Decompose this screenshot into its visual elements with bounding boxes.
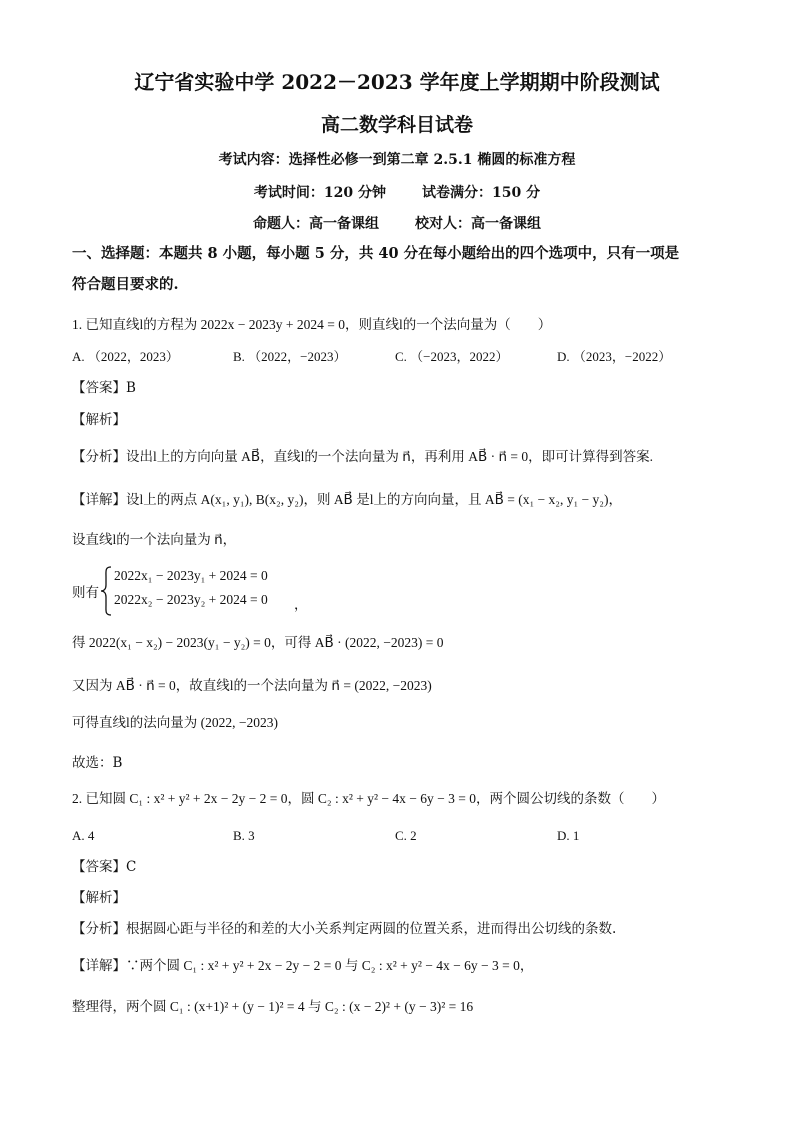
q2-answer: 【答案】C [72,859,137,875]
exam-score: 试卷满分：150 分 [422,185,541,201]
exam-authors [0,214,794,234]
q1-conclude: 可得直线l的法向量为 (2022, −2023) [72,715,278,730]
q2-analysis-label: 【解析】 [72,890,126,906]
q1-choose: 故选：B [72,755,123,771]
q2-simplify: 整理得，两个圆 C₁ : (x+1)² + (y − 1)² = 4 与 C₂ : (x − 2)² + (y − 3)² = 16 [72,999,474,1014]
q1-analysis-label: 【解析】 [72,412,126,428]
q1-derive: 得 2022(x₁ − x₂) − 2023(y₁ − y₂) = 0，可得 AB⃗ · (2022, −2023) = 0 [72,635,444,650]
q1-fenxi: 【分析】设出l上的方向向量 AB⃗，直线l的一个法向量为 n⃗，再利用 AB⃗ · n⃗ = 0，即可计算得到答案. [72,449,653,464]
q1-answer: 【答案】B [72,380,136,396]
exam-time-score [0,183,794,203]
q1-option-c: C. （−2023，2022） [395,349,509,364]
exam-title: 辽宁省实验中学 2022－2023 学年度上学期期中阶段测试 [134,70,660,94]
exam-author: 命题人：高一备课组 [253,216,379,232]
system-tail: ， [294,597,308,613]
q2-option-d: D. 1 [557,828,580,843]
q2-xiangjie: 【详解】∵两个圆 C₁ : x² + y² + 2x − 2y − 2 = 0 与 C₂ : x² + y² − 4x − 6y − 3 = 0， [72,958,534,973]
q1-because: 又因为 AB⃗ · n⃗ = 0，故直线l的一个法向量为 n⃗ = (2022, −2023) [72,678,432,693]
q2-stem: 2. 已知圆 C₁ : x² + y² + 2x − 2y − 2 = 0，圆 C₂ : x² + y² − 4x − 6y − 3 = 0，两个圆公切线的条数（ ） [72,791,665,806]
q1-set-normal: 设直线l的一个法向量为 n⃗， [72,532,237,547]
q2-option-b: B. 3 [233,828,255,843]
q1-option-a: A. （2022，2023） [72,349,179,364]
section-heading-line1: 一、选择题：本题共 8 小题，每小题 5 分，共 40 分在每小题给出的四个选项中，只有一项是 [72,245,680,262]
q2-fenxi: 【分析】根据圆心距与半径的和差的大小关系判定两圆的位置关系，进而得出公切线的条数. [72,921,617,937]
system-lead: 则有 [72,585,99,601]
q1-stem: 1. 已知直线l的方程为 2022x − 2023y + 2024 = 0，则直线l的一个法向量为（ ） [72,317,552,332]
left-brace-icon [99,565,113,617]
exam-subtitle: 高二数学科目试卷 [320,114,473,136]
exam-checker: 校对人：高一备课组 [415,216,541,232]
section-heading-line2: 符合题目要求的. [72,276,179,293]
q1-xiangjie: 【详解】设l上的两点 A(x₁, y₁), B(x₂, y₂)，则 AB⃗ 是l上的方向向量，且 AB⃗ = (x₁ − x₂, y₁ − y₂)， [72,492,622,507]
system-eq-1: 2022x₁ − 2023y₁ + 2024 = 0 [114,568,268,583]
system-eq-2: 2022x₂ − 2023y₂ + 2024 = 0 [114,592,268,607]
equation-system [72,565,412,617]
exam-content: 考试内容：选择性必修一到第二章 2.5.1 椭圆的标准方程 [218,152,576,168]
q2-option-c: C. 2 [395,828,417,843]
exam-time: 考试时间：120 分钟 [253,185,386,201]
q1-option-d: D. （2023，−2022） [557,349,672,364]
q1-option-b: B. （2022，−2023） [233,349,347,364]
q2-option-a: A. 4 [72,828,95,843]
